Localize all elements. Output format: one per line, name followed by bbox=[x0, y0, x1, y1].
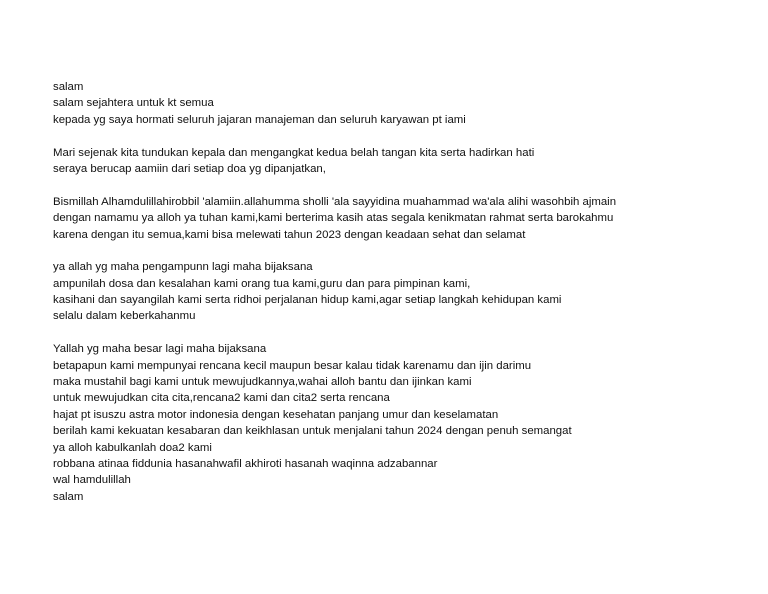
text-line: betapapun kami mempunyai rencana kecil maupun besar kalau tidak karenamu dan ijin darimu bbox=[53, 359, 532, 372]
text-line: kepada yg saya hormati seluruh jajaran manajeman dan seluruh karyawan pt iami bbox=[53, 113, 466, 126]
text-line: selalu dalam keberkahanmu bbox=[53, 310, 196, 323]
paragraph-spacer bbox=[53, 177, 753, 193]
text-line: salam bbox=[53, 490, 84, 503]
text-line: ampunilah dosa dan kesalahan kami orang tua kami,guru dan para pimpinan kami, bbox=[53, 277, 471, 290]
paragraph-forgiveness bbox=[53, 259, 753, 325]
text-line: Mari sejenak kita tundukan kepala dan mengangkat kedua belah tangan kita serta hadirkan hati bbox=[53, 146, 535, 159]
paragraph-spacer bbox=[53, 128, 753, 144]
prayer-text bbox=[53, 79, 753, 505]
text-line: dengan namamu ya alloh ya tuhan kami,kami berterima kasih atas segala kenikmatan rahmat serta barokahmu bbox=[53, 212, 614, 225]
text-line: hajat pt isuszu astra motor indonesia dengan kesehatan panjang umur dan keselamatan bbox=[53, 408, 499, 421]
paragraph-greeting bbox=[53, 79, 753, 128]
text-line: kasihani dan sayangilah kami serta ridhoi perjalanan hidup kami,agar setiap langkah kehidupan kami bbox=[53, 294, 562, 307]
text-line: robbana atinaa fiddunia hasanahwafil akhiroti hasanah waqinna adzabannar bbox=[53, 457, 438, 470]
text-line: salam bbox=[53, 81, 84, 93]
text-line: karena dengan itu semua,kami bisa melewati tahun 2023 dengan keadaan sehat dan selamat bbox=[53, 228, 526, 241]
text-line: berilah kami kekuatan kesabaran dan keikhlasan untuk menjalani tahun 2024 dengan penuh semangat bbox=[53, 425, 572, 438]
paragraph-spacer bbox=[53, 243, 753, 259]
text-line: wal hamdulillah bbox=[53, 474, 131, 487]
paragraph-invitation bbox=[53, 145, 753, 178]
paragraph-opening-prayer bbox=[53, 194, 753, 243]
paragraph-closing-prayer bbox=[53, 341, 753, 505]
text-line: maka mustahil bagi kami untuk mewujudkannya,wahai alloh bantu dan ijinkan kami bbox=[53, 376, 472, 389]
text-line: untuk mewujudkan cita cita,rencana2 kami dan cita2 serta rencana bbox=[53, 392, 390, 405]
text-line: ya allah yg maha pengampunn lagi maha bijaksana bbox=[53, 261, 313, 274]
text-line: salam sejahtera untuk kt semua bbox=[53, 97, 214, 110]
text-line: ya alloh kabulkanlah doa2 kami bbox=[53, 441, 212, 454]
paragraph-spacer bbox=[53, 325, 753, 341]
text-line: seraya berucap aamiin dari setiap doa yg dipanjatkan, bbox=[53, 162, 326, 175]
text-line: Yallah yg maha besar lagi maha bijaksana bbox=[53, 343, 267, 356]
text-line: Bismillah Alhamdulillahirobbil 'alamiin.allahumma sholli 'ala sayyidina muahammad wa'ala alihi wasohbih ajmain bbox=[53, 195, 617, 208]
